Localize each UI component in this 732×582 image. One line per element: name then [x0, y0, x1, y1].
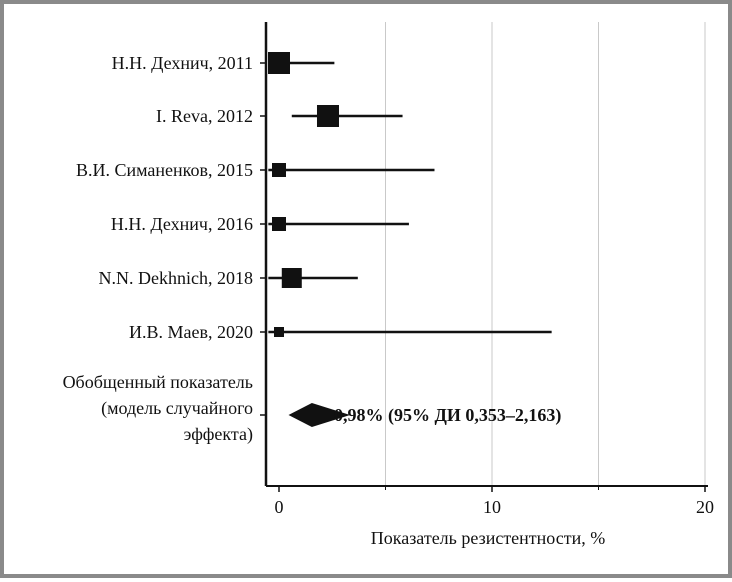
x-tick-label: 20: [696, 497, 714, 517]
estimate-square: [268, 52, 290, 74]
study-label: И.В. Маев, 2020: [129, 322, 253, 342]
x-axis-title: Показатель резистентности, %: [370, 528, 606, 548]
estimate-square: [274, 327, 284, 337]
pooled-label-line: (модель случайного: [101, 398, 253, 418]
study-label: В.И. Симаненков, 2015: [76, 160, 253, 180]
estimate-square: [272, 217, 286, 231]
estimate-square: [317, 105, 339, 127]
estimate-square: [272, 163, 286, 177]
study-marks: [260, 52, 552, 427]
study-label: N.N. Dekhnich, 2018: [98, 268, 253, 288]
study-label: Н.Н. Дехнич, 2016: [110, 214, 253, 234]
x-ticks: [275, 486, 715, 517]
forest-plot: [4, 4, 732, 582]
study-label: Н.Н. Дехнич, 2011: [111, 53, 253, 73]
pooled-annotation: 0,98% (95% ДИ 0,353–2,163): [334, 405, 562, 425]
pooled-label-line: эффекта): [183, 424, 253, 444]
study-labels: [63, 53, 562, 445]
study-label: I. Reva, 2012: [156, 106, 253, 126]
estimate-square: [282, 268, 302, 288]
x-tick-label: 10: [483, 497, 501, 517]
x-tick-label: 0: [274, 497, 284, 517]
pooled-label-line: Обобщенный показатель: [62, 372, 253, 392]
